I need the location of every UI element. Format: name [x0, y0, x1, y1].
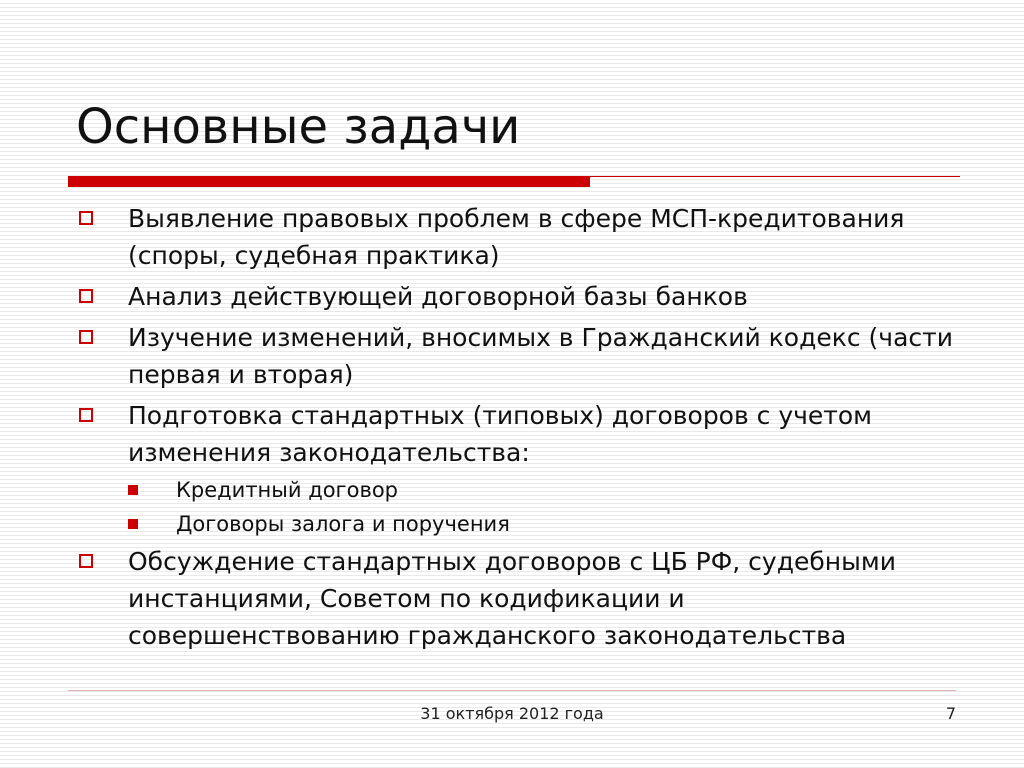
hollow-square-bullet-icon: [79, 408, 93, 422]
list-item: [76, 319, 956, 393]
bullet-list: [76, 200, 956, 658]
filled-square-bullet-icon: [128, 519, 138, 529]
hollow-square-bullet-icon: [79, 554, 93, 568]
hollow-square-bullet-icon: [79, 330, 93, 344]
footer-date: 31 октября 2012 года: [420, 704, 604, 723]
slide-title: Основные задачи: [76, 99, 521, 155]
footer-divider-line: [68, 690, 956, 691]
sub-list-item-text: Кредитный договор: [176, 478, 398, 502]
list-item-text: Анализ действующей договорной базы банков: [128, 282, 748, 311]
filled-square-bullet-icon: [128, 485, 138, 495]
list-item: [76, 200, 956, 274]
list-item-text: Выявление правовых проблем в сфере МСП-кредитования (споры, судебная практика): [128, 204, 905, 270]
list-item: [76, 543, 956, 654]
sub-list-item-text: Договоры залога и поручения: [176, 512, 510, 536]
title-divider-line: [590, 176, 960, 177]
hollow-square-bullet-icon: [79, 211, 93, 225]
list-item-text: Подготовка стандартных (типовых) договоров с учетом изменения законодательства:: [128, 401, 873, 467]
slide-number: 7: [945, 704, 956, 723]
sub-list-item: [76, 509, 956, 539]
title-accent-bar: [68, 176, 590, 187]
list-item: [76, 278, 956, 315]
sub-list-item: [76, 475, 956, 505]
list-item: [76, 397, 956, 471]
list-item-text: Обсуждение стандартных договоров с ЦБ РФ, судебными инстанциями, Советом по кодификации и совершенствованию гражданского законодательства: [128, 547, 896, 650]
hollow-square-bullet-icon: [79, 289, 93, 303]
list-item-text: Изучение изменений, вносимых в Гражданский кодекс (части первая и вторая): [128, 323, 953, 389]
